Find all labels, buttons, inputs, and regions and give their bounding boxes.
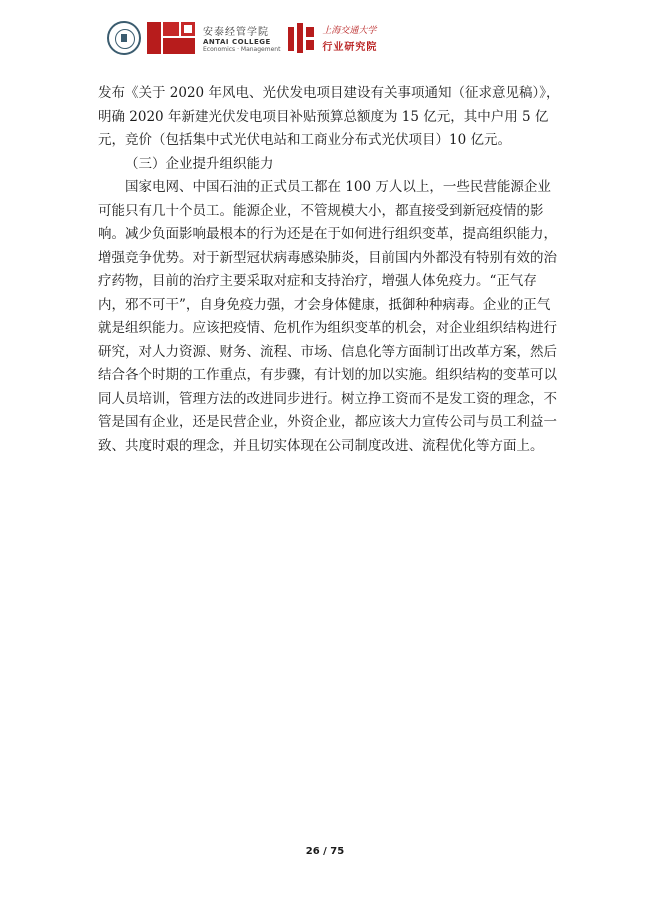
university-script-name: 上海交通大学 <box>322 26 377 36</box>
university-seal-icon <box>107 21 141 55</box>
college-name-en: ANTAI COLLEGE <box>203 38 271 46</box>
institute-name <box>322 23 377 53</box>
document-body <box>98 82 560 458</box>
paragraph-2: 国家电网、中国石油的正式员工都在 100 万人以上，一些民营能源企业可能只有几十个员工。能源企业，不管规模大小，都直接受到新冠疫情的影响。减少负面影响最根本的行为还是在于如何进行组织变革，提高组织能力，增强竞争优势。对于新型冠状病毒感染肺炎，目前国内外都没有特别有效的治疗药物，目前的治疗主要采取对症和支持治疗，增强人体免疫力。“正气存内，邪不可干”，自身免疫力强，才会身体健康，抵御种种病毒。企业的正气就是组织能力。应该把疫情、危机作为组织变革的机会，对企业组织结构进行研究，对人力资源、财务、流程、市场、信息化等方面制订出改革方案，然后结合各个时期的工作重点，有步骤，有计划的加以实施。组织结构的变革可以同人员培训，管理方法的改进同步进行。树立挣工资而不是发工资的理念，不管是国有企业，还是民营企业，外资企业，都应该大力宣传公司与员工利益一致、共度时艰的理念，并且切实体现在公司制度改进、流程优化等方面上。 <box>98 179 557 454</box>
sjtu-logo-icon <box>288 23 316 53</box>
college-name <box>203 23 280 53</box>
college-name-en-sub: Economics · Management <box>203 46 281 53</box>
paragraph-1: 发布《关于 2020 年风电、光伏发电项目建设有关事项通知（征求意见稿）》，明确 2020 年新建光伏发电项目补贴预算总额度为 15 亿元，其中户用 5 亿元，竞价（包括集中式光伏电站和工商业分布式光伏项目）10 亿元。 <box>98 85 560 148</box>
college-name-cn: 安泰经管学院 <box>203 27 269 38</box>
page-number: 26 / 75 <box>305 846 345 857</box>
section-heading: （三）企业提升组织能力 <box>125 155 274 172</box>
institute-label: 行业研究院 <box>322 42 378 53</box>
page-header <box>107 18 547 58</box>
acem-logo-icon <box>147 20 197 56</box>
